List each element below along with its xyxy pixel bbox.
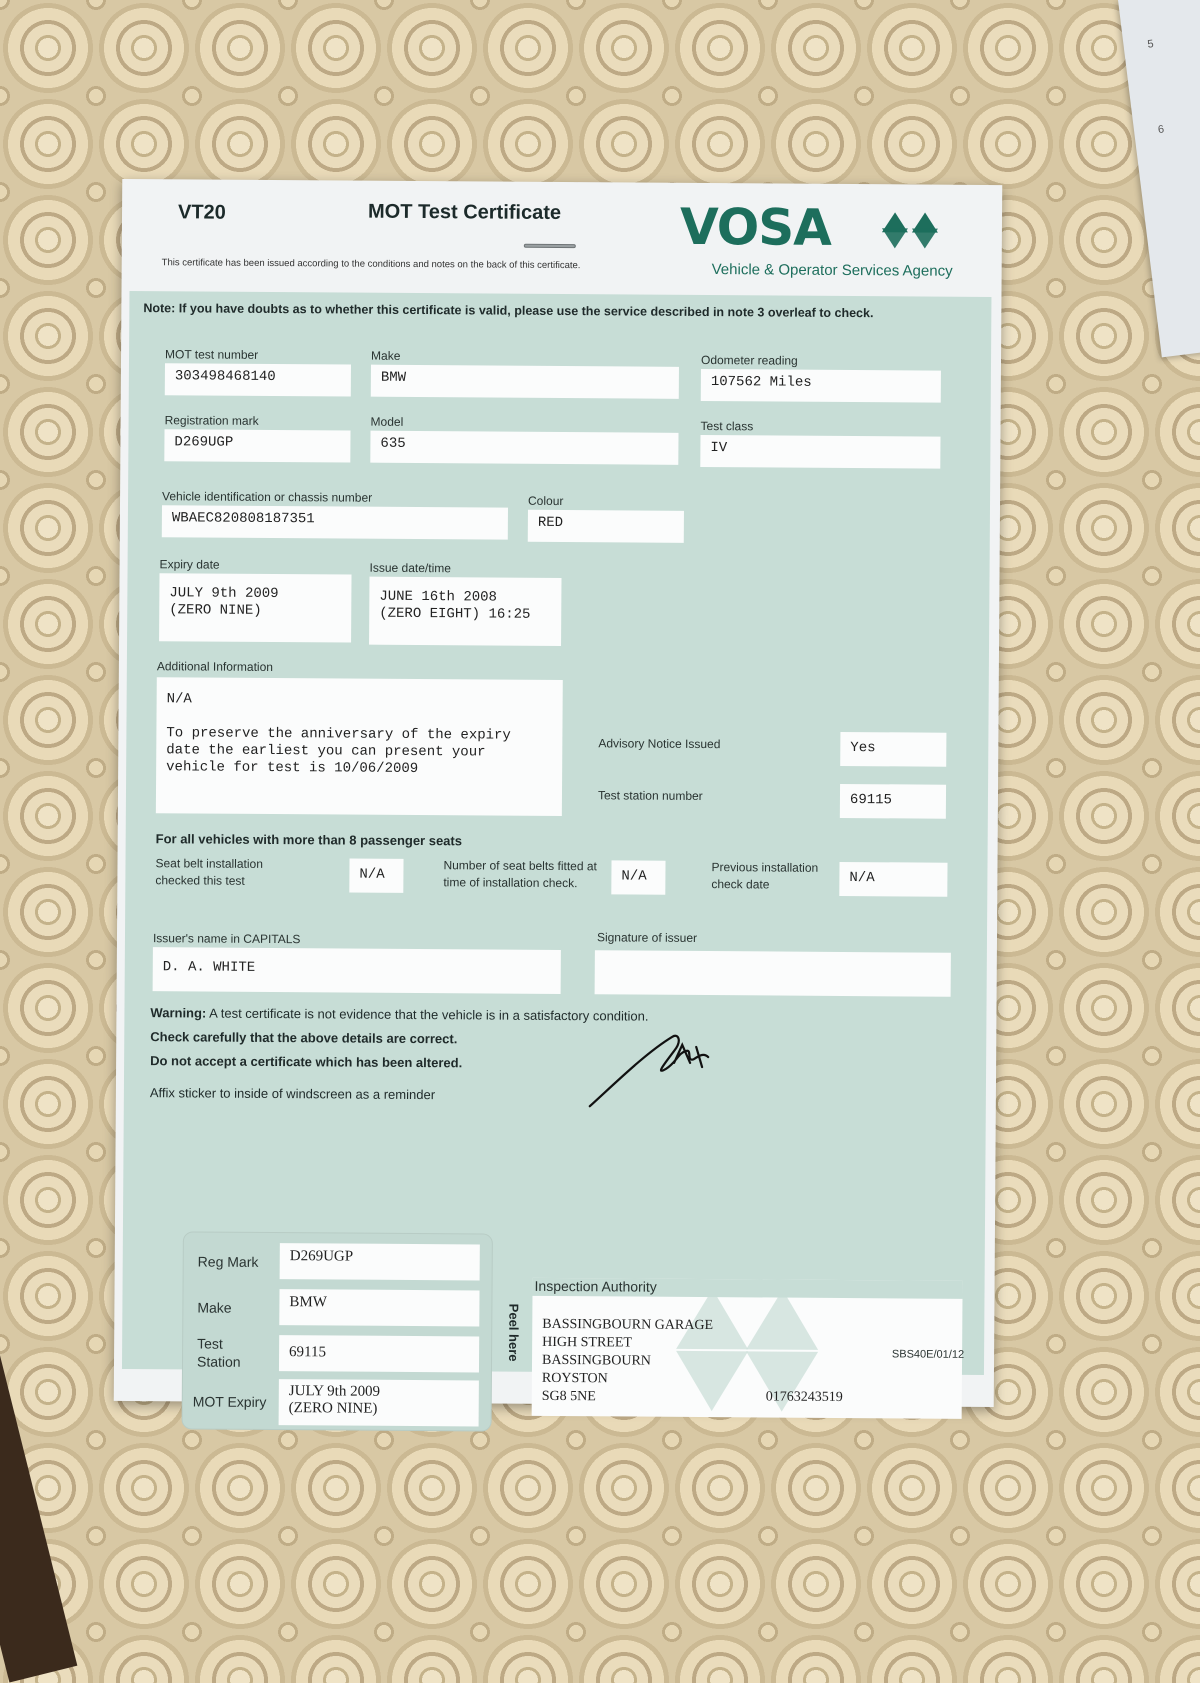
colour-value: RED xyxy=(528,510,684,543)
staple xyxy=(524,244,576,248)
mot-certificate xyxy=(114,179,1003,1417)
make-label: Make xyxy=(370,348,401,363)
issuer-name-label: Issuer's name in CAPITALS xyxy=(152,931,301,947)
seat-belt-label: Seat belt installation checked this test xyxy=(155,856,263,888)
issue-value: JUNE 16th 2008 (ZERO EIGHT) 16:25 xyxy=(369,577,561,646)
station-label: Test station number xyxy=(597,788,703,804)
issue-label: Issue date/time xyxy=(369,560,451,576)
registration-value: D269UGP xyxy=(164,429,350,462)
issuer-name-value: D. A. WHITE xyxy=(153,947,561,994)
belts-fitted-value: N/A xyxy=(611,860,665,894)
sticker-expiry-label: MOT Expiry xyxy=(192,1393,267,1410)
sticker-reg-value: D269UGP xyxy=(280,1243,480,1280)
sticker-reg-label: Reg Mark xyxy=(197,1253,259,1270)
page-number: 6 xyxy=(1157,123,1165,137)
sticker-make-label: Make xyxy=(197,1299,232,1316)
vin-label: Vehicle identification or chassis number xyxy=(162,489,373,505)
signature-label: Signature of issuer xyxy=(596,930,698,945)
windscreen-sticker[interactable] xyxy=(182,1231,493,1431)
model-label: Model xyxy=(370,414,404,429)
additional-value: N/A To preserve the anniversary of the expiry date the earliest you can present your vehicle for test is 10/06/2009 xyxy=(156,677,563,816)
sticker-station-label: Test Station xyxy=(196,1335,241,1370)
form-code: VT20 xyxy=(177,201,226,224)
test-class-label: Test class xyxy=(700,418,754,434)
affix-note: Affix sticker to inside of windscreen as a reminder xyxy=(149,1085,436,1103)
mot-number-value: 303498468140 xyxy=(165,363,351,396)
advisory-label: Advisory Notice Issued xyxy=(598,736,721,752)
model-value: 635 xyxy=(370,431,678,465)
certificate-panel xyxy=(122,291,992,1417)
colour-label: Colour xyxy=(527,493,564,509)
make-value: BMW xyxy=(371,365,679,399)
sticker-station-value: 69115 xyxy=(279,1335,479,1372)
expiry-value: JULY 9th 2009 (ZERO NINE) xyxy=(159,573,351,642)
form-reference: SBS40E/01/12 xyxy=(891,1348,965,1361)
previous-check-label: Previous installation check date xyxy=(711,860,819,892)
authority-address: BASSINGBOURN GARAGE HIGH STREET BASSINGBOURN ROYSTON SG8 5NE xyxy=(541,1316,714,1405)
previous-check-value: N/A xyxy=(839,862,947,897)
sticker-expiry-value: JULY 9th 2009 (ZERO NINE) xyxy=(279,1379,479,1426)
peel-here-label: Peel here xyxy=(506,1303,522,1362)
authority-phone: 01763243519 xyxy=(765,1389,843,1406)
validity-note: Note: If you have doubts as to whether this certificate is valid, please use the service described in note 3 overleaf to check. xyxy=(143,301,874,321)
document-title: MOT Test Certificate xyxy=(367,200,562,225)
issued-note: This certificate has been issued according to the conditions and notes on the back of this certificate. xyxy=(161,257,581,272)
signature-box xyxy=(595,950,951,996)
issuer-signature xyxy=(586,1022,727,1113)
warning-line-1: Warning: A test certificate is not evidence that the vehicle is in a satisfactory condition. xyxy=(150,1005,649,1024)
page-number: 5 xyxy=(1146,38,1155,51)
station-value: 69115 xyxy=(840,784,946,819)
adjacent-page xyxy=(1118,0,1200,357)
odometer-label: Odometer reading xyxy=(700,352,798,368)
odometer-value: 107562 Miles xyxy=(701,369,941,403)
warning-line-3: Do not accept a certificate which has been altered. xyxy=(150,1053,463,1071)
vosa-logo xyxy=(679,197,960,257)
mot-triangle-icon xyxy=(880,210,940,250)
additional-label: Additional Information xyxy=(156,659,273,675)
advisory-value: Yes xyxy=(840,732,946,767)
logo-text: VOSA xyxy=(679,197,832,257)
belts-fitted-label: Number of seat belts fitted at time of installation check. xyxy=(443,858,597,891)
sticker-make-value: BMW xyxy=(279,1289,479,1326)
passenger-heading: For all vehicles with more than 8 passenger seats xyxy=(155,831,463,849)
agency-name: Vehicle & Operator Services Agency xyxy=(711,261,953,280)
mot-number-label: MOT test number xyxy=(165,347,259,362)
warning-line-2: Check carefully that the above details are correct. xyxy=(150,1029,458,1047)
vin-value: WBAEC820808187351 xyxy=(162,505,508,539)
test-class-value: IV xyxy=(700,435,940,469)
authority-label: Inspection Authority xyxy=(532,1278,962,1299)
table-edge xyxy=(0,1277,77,1682)
registration-label: Registration mark xyxy=(164,413,259,428)
expiry-label: Expiry date xyxy=(159,557,220,572)
seat-belt-value: N/A xyxy=(349,859,403,893)
